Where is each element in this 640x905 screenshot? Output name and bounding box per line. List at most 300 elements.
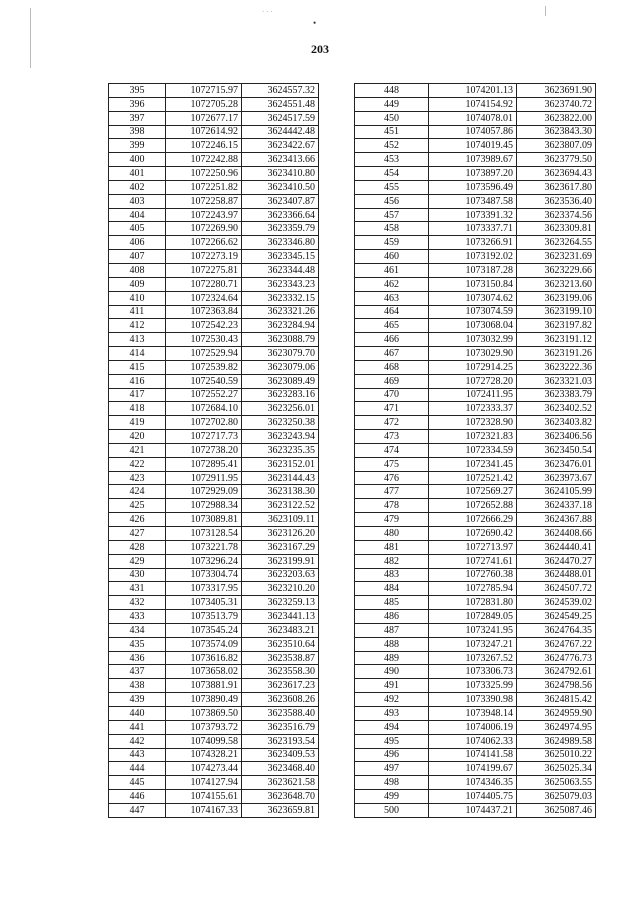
x-coordinate-cell: 1072258.87 — [166, 194, 242, 208]
y-coordinate-cell: 3624442.48 — [242, 125, 319, 139]
scan-edge-line — [30, 8, 31, 68]
table-row — [355, 623, 596, 637]
y-coordinate-cell: 3623483.21 — [242, 623, 319, 637]
y-coordinate-cell: 3623468.40 — [242, 762, 319, 776]
point-number-cell: 446 — [109, 790, 166, 804]
x-coordinate-cell: 1072728.20 — [429, 374, 517, 388]
y-coordinate-cell: 3623243.94 — [242, 430, 319, 444]
y-coordinate-cell: 3623694.43 — [517, 167, 596, 181]
point-number-cell: 493 — [355, 706, 429, 720]
table-row — [355, 277, 596, 291]
x-coordinate-cell: 1072328.90 — [429, 416, 517, 430]
y-coordinate-cell: 3623235.35 — [242, 443, 319, 457]
table-row — [109, 222, 319, 236]
y-coordinate-cell: 3623659.81 — [242, 803, 319, 817]
y-coordinate-cell: 3623407.87 — [242, 194, 319, 208]
point-number-cell: 406 — [109, 236, 166, 250]
point-number-cell: 438 — [109, 679, 166, 693]
y-coordinate-cell: 3624959.90 — [517, 706, 596, 720]
x-coordinate-cell: 1072275.81 — [166, 263, 242, 277]
y-coordinate-cell: 3623588.40 — [242, 706, 319, 720]
x-coordinate-cell: 1072911.95 — [166, 471, 242, 485]
y-coordinate-cell: 3623403.82 — [517, 416, 596, 430]
point-number-cell: 425 — [109, 499, 166, 513]
table-row — [355, 402, 596, 416]
table-row — [109, 582, 319, 596]
y-coordinate-cell: 3623374.56 — [517, 208, 596, 222]
point-number-cell: 457 — [355, 208, 429, 222]
point-number-cell: 462 — [355, 277, 429, 291]
x-coordinate-cell: 1073391.32 — [429, 208, 517, 222]
point-number-cell: 396 — [109, 97, 166, 111]
x-coordinate-cell: 1072363.84 — [166, 305, 242, 319]
y-coordinate-cell: 3623536.40 — [517, 194, 596, 208]
table-row — [355, 208, 596, 222]
y-coordinate-cell: 3623422.67 — [242, 139, 319, 153]
y-coordinate-cell: 3623779.50 — [517, 153, 596, 167]
x-coordinate-cell: 1072341.45 — [429, 457, 517, 471]
point-number-cell: 424 — [109, 485, 166, 499]
point-number-cell: 487 — [355, 623, 429, 637]
y-coordinate-cell: 3625025.34 — [517, 762, 596, 776]
y-coordinate-cell: 3623321.26 — [242, 305, 319, 319]
point-number-cell: 432 — [109, 596, 166, 610]
table-row — [355, 637, 596, 651]
point-number-cell: 466 — [355, 333, 429, 347]
point-number-cell: 452 — [355, 139, 429, 153]
table-row — [355, 734, 596, 748]
table-row — [109, 180, 319, 194]
x-coordinate-cell: 1073074.59 — [429, 305, 517, 319]
point-number-cell: 426 — [109, 513, 166, 527]
y-coordinate-cell: 3624507.72 — [517, 582, 596, 596]
table-row — [109, 637, 319, 651]
x-coordinate-cell: 1073306.73 — [429, 665, 517, 679]
point-number-cell: 409 — [109, 277, 166, 291]
y-coordinate-cell: 3623973.67 — [517, 471, 596, 485]
table-row — [355, 457, 596, 471]
table-row — [109, 167, 319, 181]
table-row — [109, 540, 319, 554]
x-coordinate-cell: 1074127.94 — [166, 776, 242, 790]
x-coordinate-cell: 1072705.28 — [166, 97, 242, 111]
scan-artifact: • — [313, 18, 317, 28]
y-coordinate-cell: 3624767.22 — [517, 637, 596, 651]
point-number-cell: 481 — [355, 540, 429, 554]
y-coordinate-cell: 3623210.20 — [242, 582, 319, 596]
x-coordinate-cell: 1072677.17 — [166, 111, 242, 125]
table-row — [355, 706, 596, 720]
x-coordinate-cell: 1072242.88 — [166, 153, 242, 167]
point-number-cell: 451 — [355, 125, 429, 139]
table-row — [355, 665, 596, 679]
y-coordinate-cell: 3623203.63 — [242, 568, 319, 582]
y-coordinate-cell: 3623089.49 — [242, 374, 319, 388]
x-coordinate-cell: 1073948.14 — [429, 706, 517, 720]
x-coordinate-cell: 1074437.21 — [429, 803, 517, 817]
x-coordinate-cell: 1073890.49 — [166, 693, 242, 707]
x-coordinate-cell: 1072652.88 — [429, 499, 517, 513]
table-row — [109, 125, 319, 139]
x-coordinate-cell: 1072738.20 — [166, 443, 242, 457]
scan-artifact: · · · — [262, 8, 273, 16]
x-coordinate-cell: 1072250.96 — [166, 167, 242, 181]
point-number-cell: 439 — [109, 693, 166, 707]
x-coordinate-cell: 1072690.42 — [429, 527, 517, 541]
point-number-cell: 465 — [355, 319, 429, 333]
x-coordinate-cell: 1073869.50 — [166, 706, 242, 720]
y-coordinate-cell: 3623510.64 — [242, 637, 319, 651]
y-coordinate-cell: 3623359.79 — [242, 222, 319, 236]
y-coordinate-cell: 3623199.06 — [517, 291, 596, 305]
x-coordinate-cell: 1073304.74 — [166, 568, 242, 582]
x-coordinate-cell: 1073881.91 — [166, 679, 242, 693]
table-row — [109, 374, 319, 388]
point-number-cell: 473 — [355, 430, 429, 444]
y-coordinate-cell: 3623079.70 — [242, 347, 319, 361]
table-row — [355, 333, 596, 347]
x-coordinate-cell: 1074328.21 — [166, 748, 242, 762]
point-number-cell: 469 — [355, 374, 429, 388]
point-number-cell: 490 — [355, 665, 429, 679]
y-coordinate-cell: 3623516.79 — [242, 720, 319, 734]
x-coordinate-cell: 1072741.61 — [429, 554, 517, 568]
y-coordinate-cell: 3623191.26 — [517, 347, 596, 361]
y-coordinate-cell: 3625063.55 — [517, 776, 596, 790]
y-coordinate-cell: 3624337.18 — [517, 499, 596, 513]
point-number-cell: 478 — [355, 499, 429, 513]
table-row — [109, 319, 319, 333]
point-number-cell: 440 — [109, 706, 166, 720]
y-coordinate-cell: 3623264.55 — [517, 236, 596, 250]
y-coordinate-cell: 3625079.03 — [517, 790, 596, 804]
point-number-cell: 418 — [109, 402, 166, 416]
y-coordinate-cell: 3623413.66 — [242, 153, 319, 167]
x-coordinate-cell: 1072411.95 — [429, 388, 517, 402]
table-row — [355, 167, 596, 181]
point-number-cell: 421 — [109, 443, 166, 457]
point-number-cell: 417 — [109, 388, 166, 402]
x-coordinate-cell: 1073616.82 — [166, 651, 242, 665]
point-number-cell: 495 — [355, 734, 429, 748]
point-number-cell: 458 — [355, 222, 429, 236]
y-coordinate-cell: 3623191.12 — [517, 333, 596, 347]
point-number-cell: 456 — [355, 194, 429, 208]
y-coordinate-cell: 3624776.73 — [517, 651, 596, 665]
point-number-cell: 470 — [355, 388, 429, 402]
table-row — [109, 706, 319, 720]
table-row — [355, 651, 596, 665]
y-coordinate-cell: 3623617.80 — [517, 180, 596, 194]
table-row — [109, 720, 319, 734]
y-coordinate-cell: 3623410.50 — [242, 180, 319, 194]
point-number-cell: 459 — [355, 236, 429, 250]
x-coordinate-cell: 1073487.58 — [429, 194, 517, 208]
y-coordinate-cell: 3623822.00 — [517, 111, 596, 125]
table-row — [109, 734, 319, 748]
point-number-cell: 463 — [355, 291, 429, 305]
table-row — [355, 790, 596, 804]
point-number-cell: 484 — [355, 582, 429, 596]
y-coordinate-cell: 3623144.43 — [242, 471, 319, 485]
point-number-cell: 402 — [109, 180, 166, 194]
table-row — [355, 153, 596, 167]
point-number-cell: 436 — [109, 651, 166, 665]
x-coordinate-cell: 1074167.33 — [166, 803, 242, 817]
table-row — [109, 457, 319, 471]
table-row — [109, 623, 319, 637]
y-coordinate-cell: 3623366.64 — [242, 208, 319, 222]
table-row — [355, 513, 596, 527]
point-number-cell: 496 — [355, 748, 429, 762]
x-coordinate-cell: 1073405.31 — [166, 596, 242, 610]
y-coordinate-cell: 3623138.30 — [242, 485, 319, 499]
point-number-cell: 486 — [355, 610, 429, 624]
point-number-cell: 420 — [109, 430, 166, 444]
table-row — [355, 416, 596, 430]
point-number-cell: 497 — [355, 762, 429, 776]
point-number-cell: 494 — [355, 720, 429, 734]
x-coordinate-cell: 1072521.42 — [429, 471, 517, 485]
x-coordinate-cell: 1072530.43 — [166, 333, 242, 347]
table-row — [109, 651, 319, 665]
x-coordinate-cell: 1074057.86 — [429, 125, 517, 139]
y-coordinate-cell: 3623167.29 — [242, 540, 319, 554]
table-row — [109, 84, 319, 98]
point-number-cell: 498 — [355, 776, 429, 790]
point-number-cell: 499 — [355, 790, 429, 804]
point-number-cell: 450 — [355, 111, 429, 125]
table-row — [109, 803, 319, 817]
point-number-cell: 447 — [109, 803, 166, 817]
table-row — [355, 291, 596, 305]
point-number-cell: 414 — [109, 347, 166, 361]
y-coordinate-cell: 3624551.48 — [242, 97, 319, 111]
table-row — [109, 277, 319, 291]
x-coordinate-cell: 1072569.27 — [429, 485, 517, 499]
x-coordinate-cell: 1074019.45 — [429, 139, 517, 153]
x-coordinate-cell: 1073192.02 — [429, 250, 517, 264]
point-number-cell: 435 — [109, 637, 166, 651]
y-coordinate-cell: 3623740.72 — [517, 97, 596, 111]
x-coordinate-cell: 1072246.15 — [166, 139, 242, 153]
y-coordinate-cell: 3623199.91 — [242, 554, 319, 568]
point-number-cell: 449 — [355, 97, 429, 111]
x-coordinate-cell: 1073089.81 — [166, 513, 242, 527]
x-coordinate-cell: 1073317.95 — [166, 582, 242, 596]
x-coordinate-cell: 1072324.64 — [166, 291, 242, 305]
y-coordinate-cell: 3623126.20 — [242, 527, 319, 541]
y-coordinate-cell: 3623346.80 — [242, 236, 319, 250]
table-row — [109, 139, 319, 153]
x-coordinate-cell: 1074154.92 — [429, 97, 517, 111]
y-coordinate-cell: 3623406.56 — [517, 430, 596, 444]
table-row — [109, 347, 319, 361]
y-coordinate-cell: 3623088.79 — [242, 333, 319, 347]
x-coordinate-cell: 1073897.20 — [429, 167, 517, 181]
y-coordinate-cell: 3623122.52 — [242, 499, 319, 513]
point-number-cell: 430 — [109, 568, 166, 582]
x-coordinate-cell: 1073296.24 — [166, 554, 242, 568]
table-row — [355, 388, 596, 402]
x-coordinate-cell: 1073187.28 — [429, 263, 517, 277]
y-coordinate-cell: 3623441.13 — [242, 610, 319, 624]
y-coordinate-cell: 3624557.32 — [242, 84, 319, 98]
table-row — [355, 527, 596, 541]
point-number-cell: 482 — [355, 554, 429, 568]
table-row — [355, 803, 596, 817]
table-row — [109, 610, 319, 624]
x-coordinate-cell: 1073390.98 — [429, 693, 517, 707]
table-row — [355, 720, 596, 734]
y-coordinate-cell: 3623383.79 — [517, 388, 596, 402]
point-number-cell: 408 — [109, 263, 166, 277]
point-number-cell: 404 — [109, 208, 166, 222]
x-coordinate-cell: 1074201.13 — [429, 84, 517, 98]
y-coordinate-cell: 3623344.48 — [242, 263, 319, 277]
table-row — [109, 430, 319, 444]
x-coordinate-cell: 1073793.72 — [166, 720, 242, 734]
table-row — [355, 305, 596, 319]
point-number-cell: 488 — [355, 637, 429, 651]
x-coordinate-cell: 1072542.23 — [166, 319, 242, 333]
table-row — [355, 236, 596, 250]
y-coordinate-cell: 3623222.36 — [517, 360, 596, 374]
y-coordinate-cell: 3623109.11 — [242, 513, 319, 527]
table-row — [355, 139, 596, 153]
table-row — [355, 540, 596, 554]
point-number-cell: 477 — [355, 485, 429, 499]
point-number-cell: 399 — [109, 139, 166, 153]
table-row — [355, 360, 596, 374]
point-number-cell: 480 — [355, 527, 429, 541]
coordinates-table-left — [108, 83, 319, 818]
x-coordinate-cell: 1072529.94 — [166, 347, 242, 361]
table-row — [109, 416, 319, 430]
x-coordinate-cell: 1073221.78 — [166, 540, 242, 554]
point-number-cell: 455 — [355, 180, 429, 194]
table-row — [355, 679, 596, 693]
table-row — [355, 762, 596, 776]
x-coordinate-cell: 1072251.82 — [166, 180, 242, 194]
table-row — [109, 305, 319, 319]
x-coordinate-cell: 1073247.21 — [429, 637, 517, 651]
point-number-cell: 428 — [109, 540, 166, 554]
point-number-cell: 429 — [109, 554, 166, 568]
table-row — [355, 347, 596, 361]
table-row — [355, 596, 596, 610]
table-row — [109, 443, 319, 457]
point-number-cell: 454 — [355, 167, 429, 181]
y-coordinate-cell: 3624764.35 — [517, 623, 596, 637]
table-row — [109, 97, 319, 111]
x-coordinate-cell: 1073658.02 — [166, 665, 242, 679]
y-coordinate-cell: 3624974.95 — [517, 720, 596, 734]
y-coordinate-cell: 3623197.82 — [517, 319, 596, 333]
y-coordinate-cell: 3623199.10 — [517, 305, 596, 319]
point-number-cell: 441 — [109, 720, 166, 734]
x-coordinate-cell: 1072334.59 — [429, 443, 517, 457]
table-row — [109, 693, 319, 707]
y-coordinate-cell: 3623284.94 — [242, 319, 319, 333]
y-coordinate-cell: 3623250.38 — [242, 416, 319, 430]
y-coordinate-cell: 3625087.46 — [517, 803, 596, 817]
y-coordinate-cell: 3623608.26 — [242, 693, 319, 707]
x-coordinate-cell: 1073029.90 — [429, 347, 517, 361]
table-row — [109, 554, 319, 568]
table-row — [355, 499, 596, 513]
table-row — [355, 610, 596, 624]
y-coordinate-cell: 3623558.30 — [242, 665, 319, 679]
table-row — [355, 693, 596, 707]
table-row — [355, 582, 596, 596]
y-coordinate-cell: 3624105.99 — [517, 485, 596, 499]
x-coordinate-cell: 1074405.75 — [429, 790, 517, 804]
point-number-cell: 489 — [355, 651, 429, 665]
x-coordinate-cell: 1073545.24 — [166, 623, 242, 637]
y-coordinate-cell: 3624539.02 — [517, 596, 596, 610]
table-row — [109, 250, 319, 264]
x-coordinate-cell: 1073596.49 — [429, 180, 517, 194]
table-row — [109, 776, 319, 790]
y-coordinate-cell: 3623843.30 — [517, 125, 596, 139]
table-row — [109, 263, 319, 277]
point-number-cell: 412 — [109, 319, 166, 333]
y-coordinate-cell: 3623345.15 — [242, 250, 319, 264]
y-coordinate-cell: 3623807.09 — [517, 139, 596, 153]
y-coordinate-cell: 3623309.81 — [517, 222, 596, 236]
point-number-cell: 491 — [355, 679, 429, 693]
y-coordinate-cell: 3624549.25 — [517, 610, 596, 624]
x-coordinate-cell: 1072831.80 — [429, 596, 517, 610]
point-number-cell: 437 — [109, 665, 166, 679]
table-row — [109, 762, 319, 776]
x-coordinate-cell: 1072849.05 — [429, 610, 517, 624]
y-coordinate-cell: 3623409.53 — [242, 748, 319, 762]
x-coordinate-cell: 1072717.73 — [166, 430, 242, 444]
point-number-cell: 442 — [109, 734, 166, 748]
point-number-cell: 410 — [109, 291, 166, 305]
y-coordinate-cell: 3623450.54 — [517, 443, 596, 457]
point-number-cell: 476 — [355, 471, 429, 485]
x-coordinate-cell: 1072666.29 — [429, 513, 517, 527]
y-coordinate-cell: 3623213.60 — [517, 277, 596, 291]
x-coordinate-cell: 1072715.97 — [166, 84, 242, 98]
point-number-cell: 461 — [355, 263, 429, 277]
table-row — [109, 291, 319, 305]
y-coordinate-cell: 3623343.23 — [242, 277, 319, 291]
x-coordinate-cell: 1072702.80 — [166, 416, 242, 430]
x-coordinate-cell: 1072614.92 — [166, 125, 242, 139]
table-row — [355, 250, 596, 264]
table-row — [355, 485, 596, 499]
point-number-cell: 448 — [355, 84, 429, 98]
point-number-cell: 492 — [355, 693, 429, 707]
table-row — [109, 748, 319, 762]
table-row — [355, 319, 596, 333]
table-row — [355, 471, 596, 485]
x-coordinate-cell: 1072713.97 — [429, 540, 517, 554]
x-coordinate-cell: 1073128.54 — [166, 527, 242, 541]
point-number-cell: 423 — [109, 471, 166, 485]
x-coordinate-cell: 1074199.67 — [429, 762, 517, 776]
x-coordinate-cell: 1072785.94 — [429, 582, 517, 596]
point-number-cell: 460 — [355, 250, 429, 264]
x-coordinate-cell: 1072243.97 — [166, 208, 242, 222]
table-row — [109, 485, 319, 499]
table-row — [355, 776, 596, 790]
y-coordinate-cell: 3623538.87 — [242, 651, 319, 665]
